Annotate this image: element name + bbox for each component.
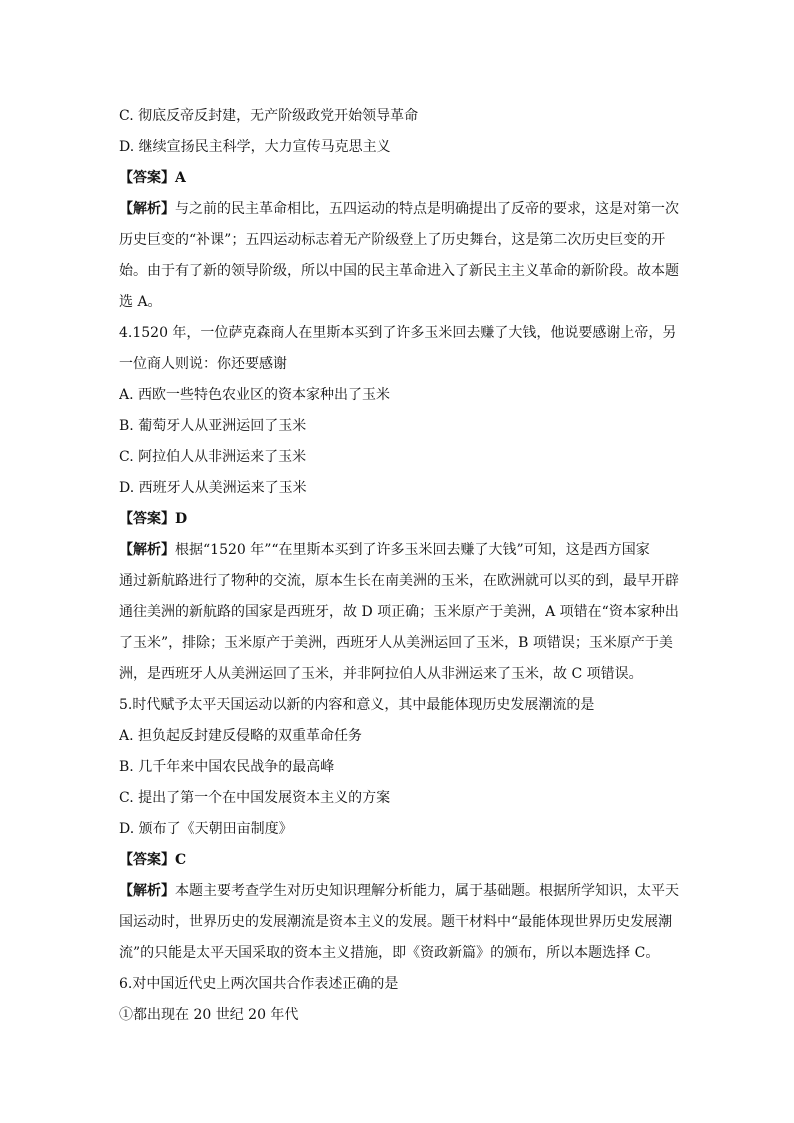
q3-option-c: C. 彻底反帝反封建，无产阶级政党开始领导革命 xyxy=(119,108,419,124)
q5-analysis-text-1: 本题主要考查学生对历史知识理解分析能力，属于基础题。根据所学知识，太平天 xyxy=(175,883,679,899)
q5-analysis-line-1 xyxy=(119,876,679,907)
q4-analysis-line-5: 洲，是西班牙人从美洲运回了玉米，并非阿拉伯人从非洲运来了玉米，故 C 项错误。 xyxy=(119,666,643,682)
q4-stem-line-1: 4.1520 年，一位萨克森商人在里斯本买到了许多玉米回去赚了大钱，他说要感谢上帝，另 xyxy=(119,325,677,341)
q5-stem: 5.时代赋予太平天国运动以新的内容和意义，其中最能体现历史发展潮流的是 xyxy=(119,697,595,713)
q5-analysis-tag: 【解析】 xyxy=(119,883,175,899)
q5-answer: 【答案】C xyxy=(119,852,187,868)
q6-stem: 6.对中国近代史上两次国共合作表述正确的是 xyxy=(119,976,399,992)
q3-answer: 【答案】A xyxy=(119,170,186,186)
q4-analysis-text-1: 根据“1520 年”“在里斯本买到了许多玉米回去赚了大钱”可知，这是西方国家 xyxy=(175,542,650,558)
q4-analysis-line-2: 通过新航路进行了物种的交流，原本生长在南美洲的玉米，在欧洲就可以买的到，最早开辟 xyxy=(119,573,679,589)
q5-option-d: D. 颁布了《天朝田亩制度》 xyxy=(119,821,293,837)
q4-option-d: D. 西班牙人从美洲运来了玉米 xyxy=(119,480,307,496)
q4-option-c: C. 阿拉伯人从非洲运来了玉米 xyxy=(119,449,307,465)
q3-analysis-line-1 xyxy=(119,194,679,225)
q4-stem-line-2: 一位商人则说：你还要感谢 xyxy=(119,356,287,372)
q6-item-1: ①都出现在 20 世纪 20 年代 xyxy=(119,1007,299,1023)
q4-option-b: B. 葡萄牙人从亚洲运回了玉米 xyxy=(119,418,307,434)
q3-analysis-line-3: 始。由于有了新的领导阶级，所以中国的民主革命进入了新民主主义革命的新阶段。故本题 xyxy=(119,263,679,279)
q3-analysis-text-1: 与之前的民主革命相比，五四运动的特点是明确提出了反帝的要求，这是对第一次 xyxy=(175,201,679,217)
q4-analysis-line-1 xyxy=(119,535,679,566)
q4-analysis-tag: 【解析】 xyxy=(119,542,175,558)
q3-analysis-line-2: 历史巨变的“补课”；五四运动标志着无产阶级登上了历史舞台，这是第二次历史巨变的开 xyxy=(119,232,666,248)
q5-option-c: C. 提出了第一个在中国发展资本主义的方案 xyxy=(119,790,391,806)
q4-option-a: A. 西欧一些特色农业区的资本家种出了玉米 xyxy=(119,387,391,403)
q3-analysis-tag: 【解析】 xyxy=(119,201,175,217)
q3-analysis-line-4: 选 A。 xyxy=(119,294,162,310)
document-page xyxy=(119,101,679,1031)
q5-option-b: B. 几千年来中国农民战争的最高峰 xyxy=(119,759,335,775)
q5-option-a: A. 担负起反封建反侵略的双重革命任务 xyxy=(119,728,363,744)
q5-analysis-line-2: 国运动时，世界历史的发展潮流是资本主义的发展。题干材料中“最能体现世界历史发展潮 xyxy=(119,914,673,930)
q5-analysis-line-3: 流”的只能是太平天国采取的资本主义措施，即《资政新篇》的颁布，所以本题选择 C。 xyxy=(119,945,660,961)
q4-analysis-line-3: 通往美洲的新航路的国家是西班牙，故 D 项正确；玉米原产于美洲，A 项错在“资本家种出 xyxy=(119,604,679,620)
q4-answer: 【答案】D xyxy=(119,511,188,527)
q4-analysis-line-4: 了玉米”，排除；玉米原产于美洲，西班牙人从美洲运回了玉米，B 项错误；玉米原产于美 xyxy=(119,635,673,651)
q3-option-d: D. 继续宣扬民主科学，大力宣传马克思主义 xyxy=(119,139,391,155)
